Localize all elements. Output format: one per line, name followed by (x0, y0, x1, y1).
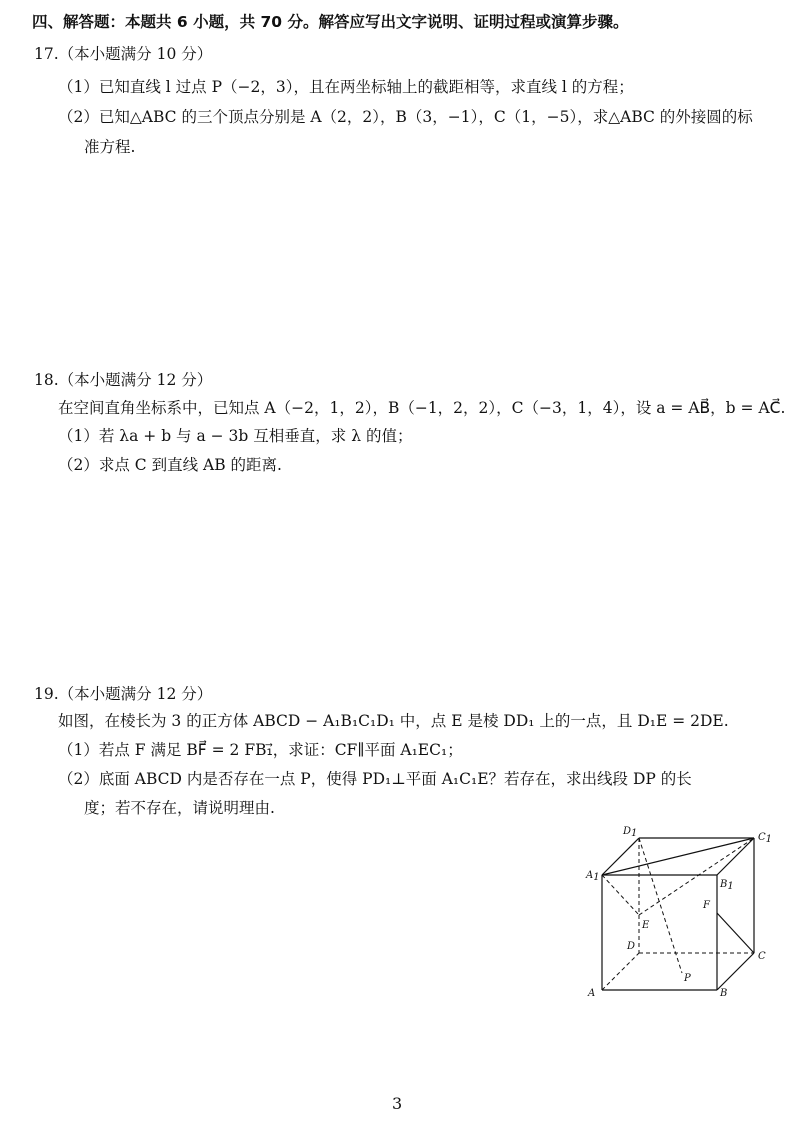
q19-part2-line2: 度；若不存在，请说明理由. (84, 799, 275, 817)
q17-part1: （1）已知直线 l 过点 P（−2，3），且在两坐标轴上的截距相等，求直线 l 的方程； (58, 78, 634, 96)
q19-part2-line1: （2）底面 ABCD 内是否存在一点 P，使得 PD₁⊥平面 A₁C₁E？若存在，求出线段 DP 的长 (58, 770, 692, 788)
edge-B1-C1 (717, 838, 754, 875)
q19-header: 19.（本小题满分 12 分） (34, 685, 213, 703)
label-D: D (627, 941, 636, 952)
q18-part1: （1）若 λa + b 与 a − 3b 互相垂直，求 λ 的值； (58, 427, 413, 445)
edge-A-D (602, 953, 639, 990)
segment-E-C1 (639, 838, 754, 915)
q19-part1: （1）若点 F 满足 BF⃗ = 2 FB₁⃗，求证：CF∥平面 A₁EC₁； (58, 741, 463, 759)
q18-part2: （2）求点 C 到直线 AB 的距离. (58, 456, 282, 474)
cube-vertex-labels (585, 826, 772, 999)
label-A: A (588, 988, 596, 999)
label-P: P (684, 973, 691, 984)
q17-part2-line1: （2）已知△ABC 的三个顶点分别是 A（2，2），B（3，−1），C（1，−5），求△ABC 的外接圆的标 (58, 108, 753, 126)
edge-B-C (717, 953, 754, 990)
page-number: 3 (392, 1094, 403, 1113)
edge-A1-D1 (602, 838, 639, 875)
q17-part2-line2: 准方程. (84, 138, 136, 156)
label-E: E (642, 920, 650, 931)
q19-stem: 如图，在棱长为 3 的正方体 ABCD − A₁B₁C₁D₁ 中，点 E 是棱 DD₁ 上的一点，且 D₁E = 2DE. (58, 712, 729, 730)
label-F: F (703, 900, 710, 911)
label-B: B (720, 988, 728, 999)
q18-stem: 在空间直角坐标系中，已知点 A（−2，1，2），B（−1，2，2），C（−3，1，4），设 a = AB⃗，b = AC⃗. (58, 399, 786, 417)
q17-header: 17.（本小题满分 10 分） (34, 45, 213, 63)
label-C1: C1 (758, 832, 773, 845)
segment-A1-C1 (602, 838, 754, 875)
label-A1: A1 (586, 870, 600, 883)
label-D1: D1 (623, 826, 638, 839)
label-B1: B1 (720, 879, 734, 892)
label-C: C (758, 951, 766, 962)
cube-figure (582, 815, 782, 1015)
section-heading: 四、解答题：本题共 6 小题，共 70 分。解答应写出文字说明、证明过程或演算步骤。 (32, 13, 629, 31)
q18-header: 18.（本小题满分 12 分） (34, 371, 213, 389)
segment-A1-E (602, 875, 639, 915)
segment-F-C (717, 913, 754, 953)
cube-solid-edges (602, 838, 754, 990)
